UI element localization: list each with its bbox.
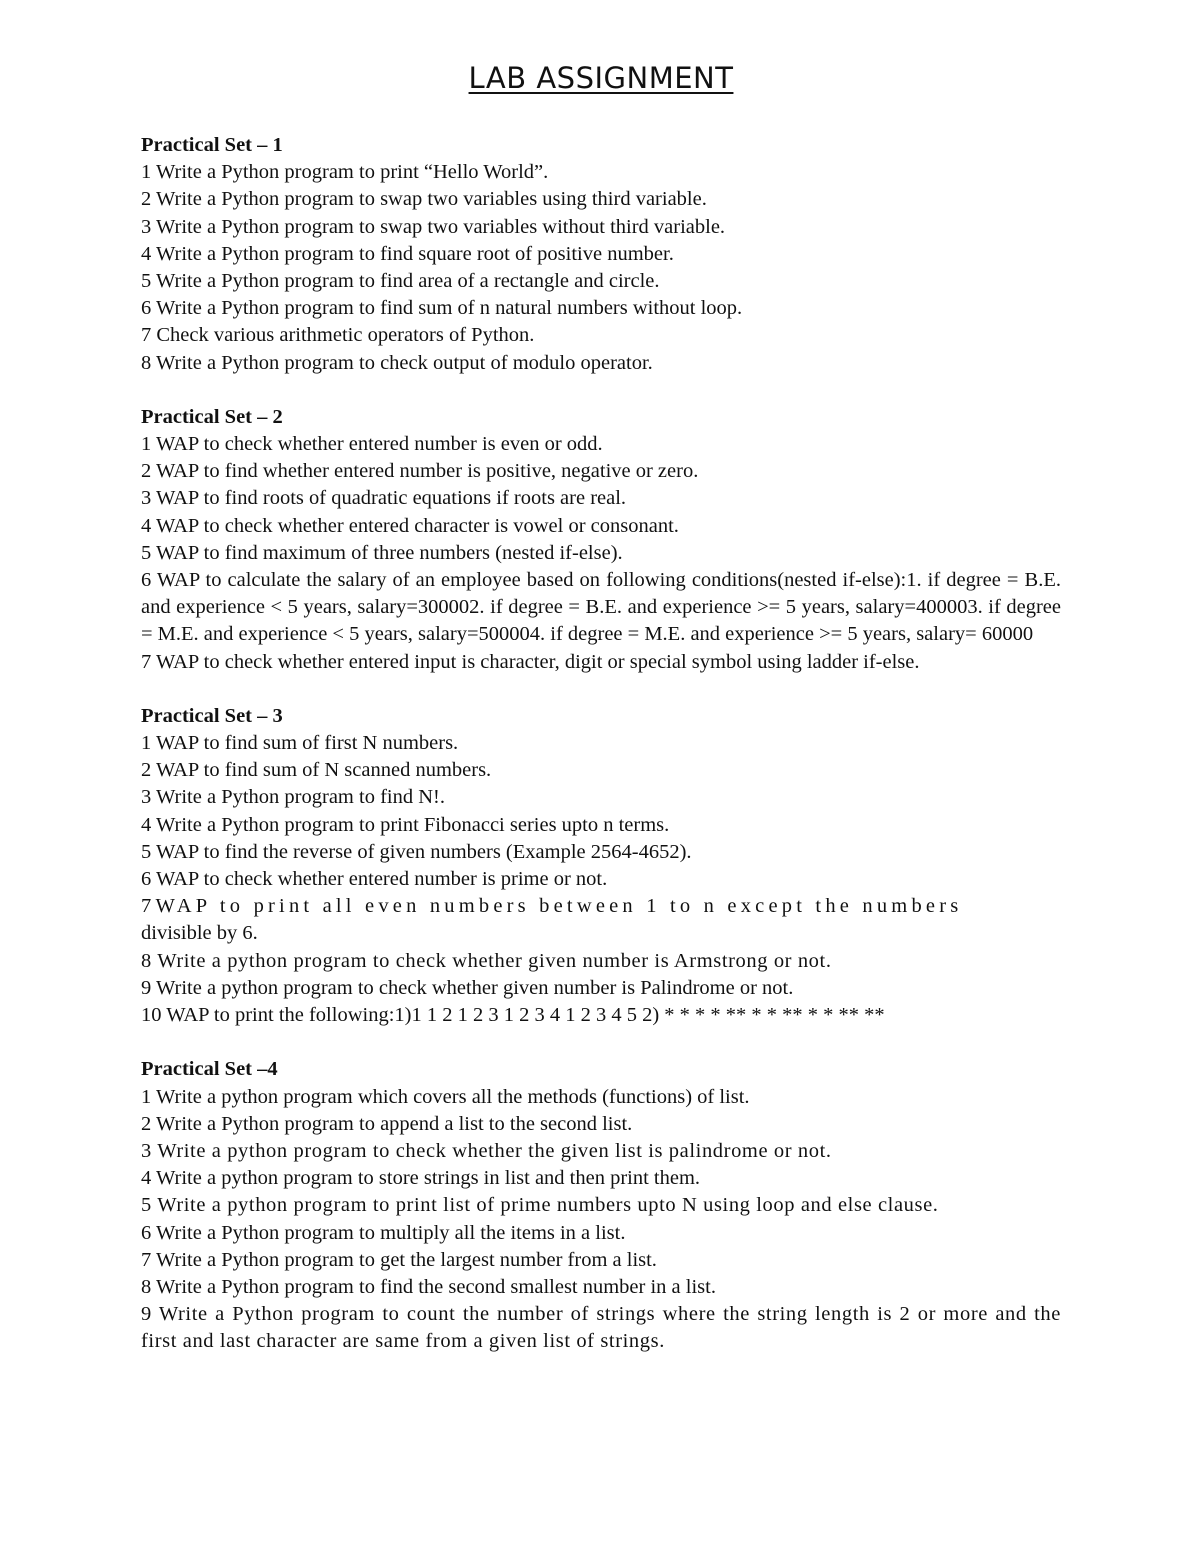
list-item: 1 Write a Python program to print “Hello World”. xyxy=(141,161,549,184)
list-item: 2 Write a Python program to append a list to the second list. xyxy=(141,1112,633,1135)
list-item: 6 WAP to calculate the salary of an employee based on following conditions(nested if-else):1. if degree = B.E. and experience < 5 years, salary=300002. if degree = B.E. and experience >= 5 years, salary=400003. if degree = M.E. and experience < 5 years, salary=500004. if degree = M.E. and experience >= 5 years, salary= 60000 xyxy=(141,569,1061,646)
list-item: 2 WAP to find sum of N scanned numbers. xyxy=(141,759,492,782)
list-item: 7 Write a Python program to get the largest number from a list. xyxy=(141,1248,657,1271)
list-item: 7WAP to print all even numbers between 1 to n except the numbers xyxy=(141,895,963,918)
list-item: 2 WAP to find whether entered number is positive, negative or zero. xyxy=(141,460,699,483)
list-item: 8 Write a python program to check whether given number is Armstrong or not. xyxy=(141,949,832,972)
list-item: 3 WAP to find roots of quadratic equations if roots are real. xyxy=(141,487,627,510)
list-item: 4 Write a python program to store strings in list and then print them. xyxy=(141,1167,701,1190)
list-item: 6 Write a Python program to multiply all the items in a list. xyxy=(141,1221,626,1244)
document-title: LAB ASSIGNMENT xyxy=(468,61,734,95)
list-item: 3 Write a python program to check whether the given list is palindrome or not. xyxy=(141,1139,832,1162)
list-item: 8 Write a Python program to find the second smallest number in a list. xyxy=(141,1275,716,1298)
list-item: 1 Write a python program which covers all the methods (functions) of list. xyxy=(141,1085,750,1108)
list-item: 6 Write a Python program to find sum of n natural numbers without loop. xyxy=(141,297,743,320)
list-item: 5 WAP to find the reverse of given numbers (Example 2564-4652). xyxy=(141,840,692,863)
list-item: 5 Write a Python program to find area of a rectangle and circle. xyxy=(141,270,660,293)
list-item: 4 Write a Python program to print Fibonacci series upto n terms. xyxy=(141,813,670,836)
list-item: 2 Write a Python program to swap two variables using third variable. xyxy=(141,188,707,211)
set-heading: Practical Set – 1 xyxy=(141,134,283,156)
list-item: 3 Write a Python program to swap two variables without third variable. xyxy=(141,215,726,238)
list-item: 7 WAP to check whether entered input is character, digit or special symbol using ladder if-else. xyxy=(141,650,920,673)
list-item: 6 WAP to check whether entered number is prime or not. xyxy=(141,868,608,891)
list-item: 4 WAP to check whether entered character is vowel or consonant. xyxy=(141,514,679,537)
list-item: 5 Write a python program to print list of prime numbers upto N using loop and else clause. xyxy=(141,1194,939,1217)
practical-set-1 xyxy=(141,132,1061,377)
list-item: divisible by 6. xyxy=(141,922,258,945)
list-item: 7 Check various arithmetic operators of Python. xyxy=(141,324,535,347)
list-item: 8 Write a Python program to check output of modulo operator. xyxy=(141,351,653,374)
list-item: 1 WAP to find sum of first N numbers. xyxy=(141,732,459,755)
list-item: 9 Write a python program to check whether given number is Palindrome or not. xyxy=(141,976,794,999)
list-item: 9 Write a Python program to count the number of strings where the string length is 2 or more and the first and last character are same from a given list of strings. xyxy=(141,1303,1061,1353)
list-item: 1 WAP to check whether entered number is even or odd. xyxy=(141,433,603,456)
list-item: 10 WAP to print the following:1)1 1 2 1 2 3 1 2 3 4 1 2 3 4 5 2) * * * * ** * * ** * * ** ** xyxy=(141,1004,885,1027)
list-item: 3 Write a Python program to find N!. xyxy=(141,786,445,809)
practical-set-2 xyxy=(141,404,1061,676)
document-page xyxy=(141,58,1061,1383)
set-heading: Practical Set –4 xyxy=(141,1058,278,1081)
set-heading: Practical Set – 3 xyxy=(141,704,283,727)
practical-set-3 xyxy=(141,703,1061,1029)
list-item: 5 WAP to find maximum of three numbers (nested if-else). xyxy=(141,541,623,564)
list-item: 4 Write a Python program to find square root of positive number. xyxy=(141,242,674,265)
practical-set-4 xyxy=(141,1056,1061,1355)
set-heading: Practical Set – 2 xyxy=(141,405,283,428)
